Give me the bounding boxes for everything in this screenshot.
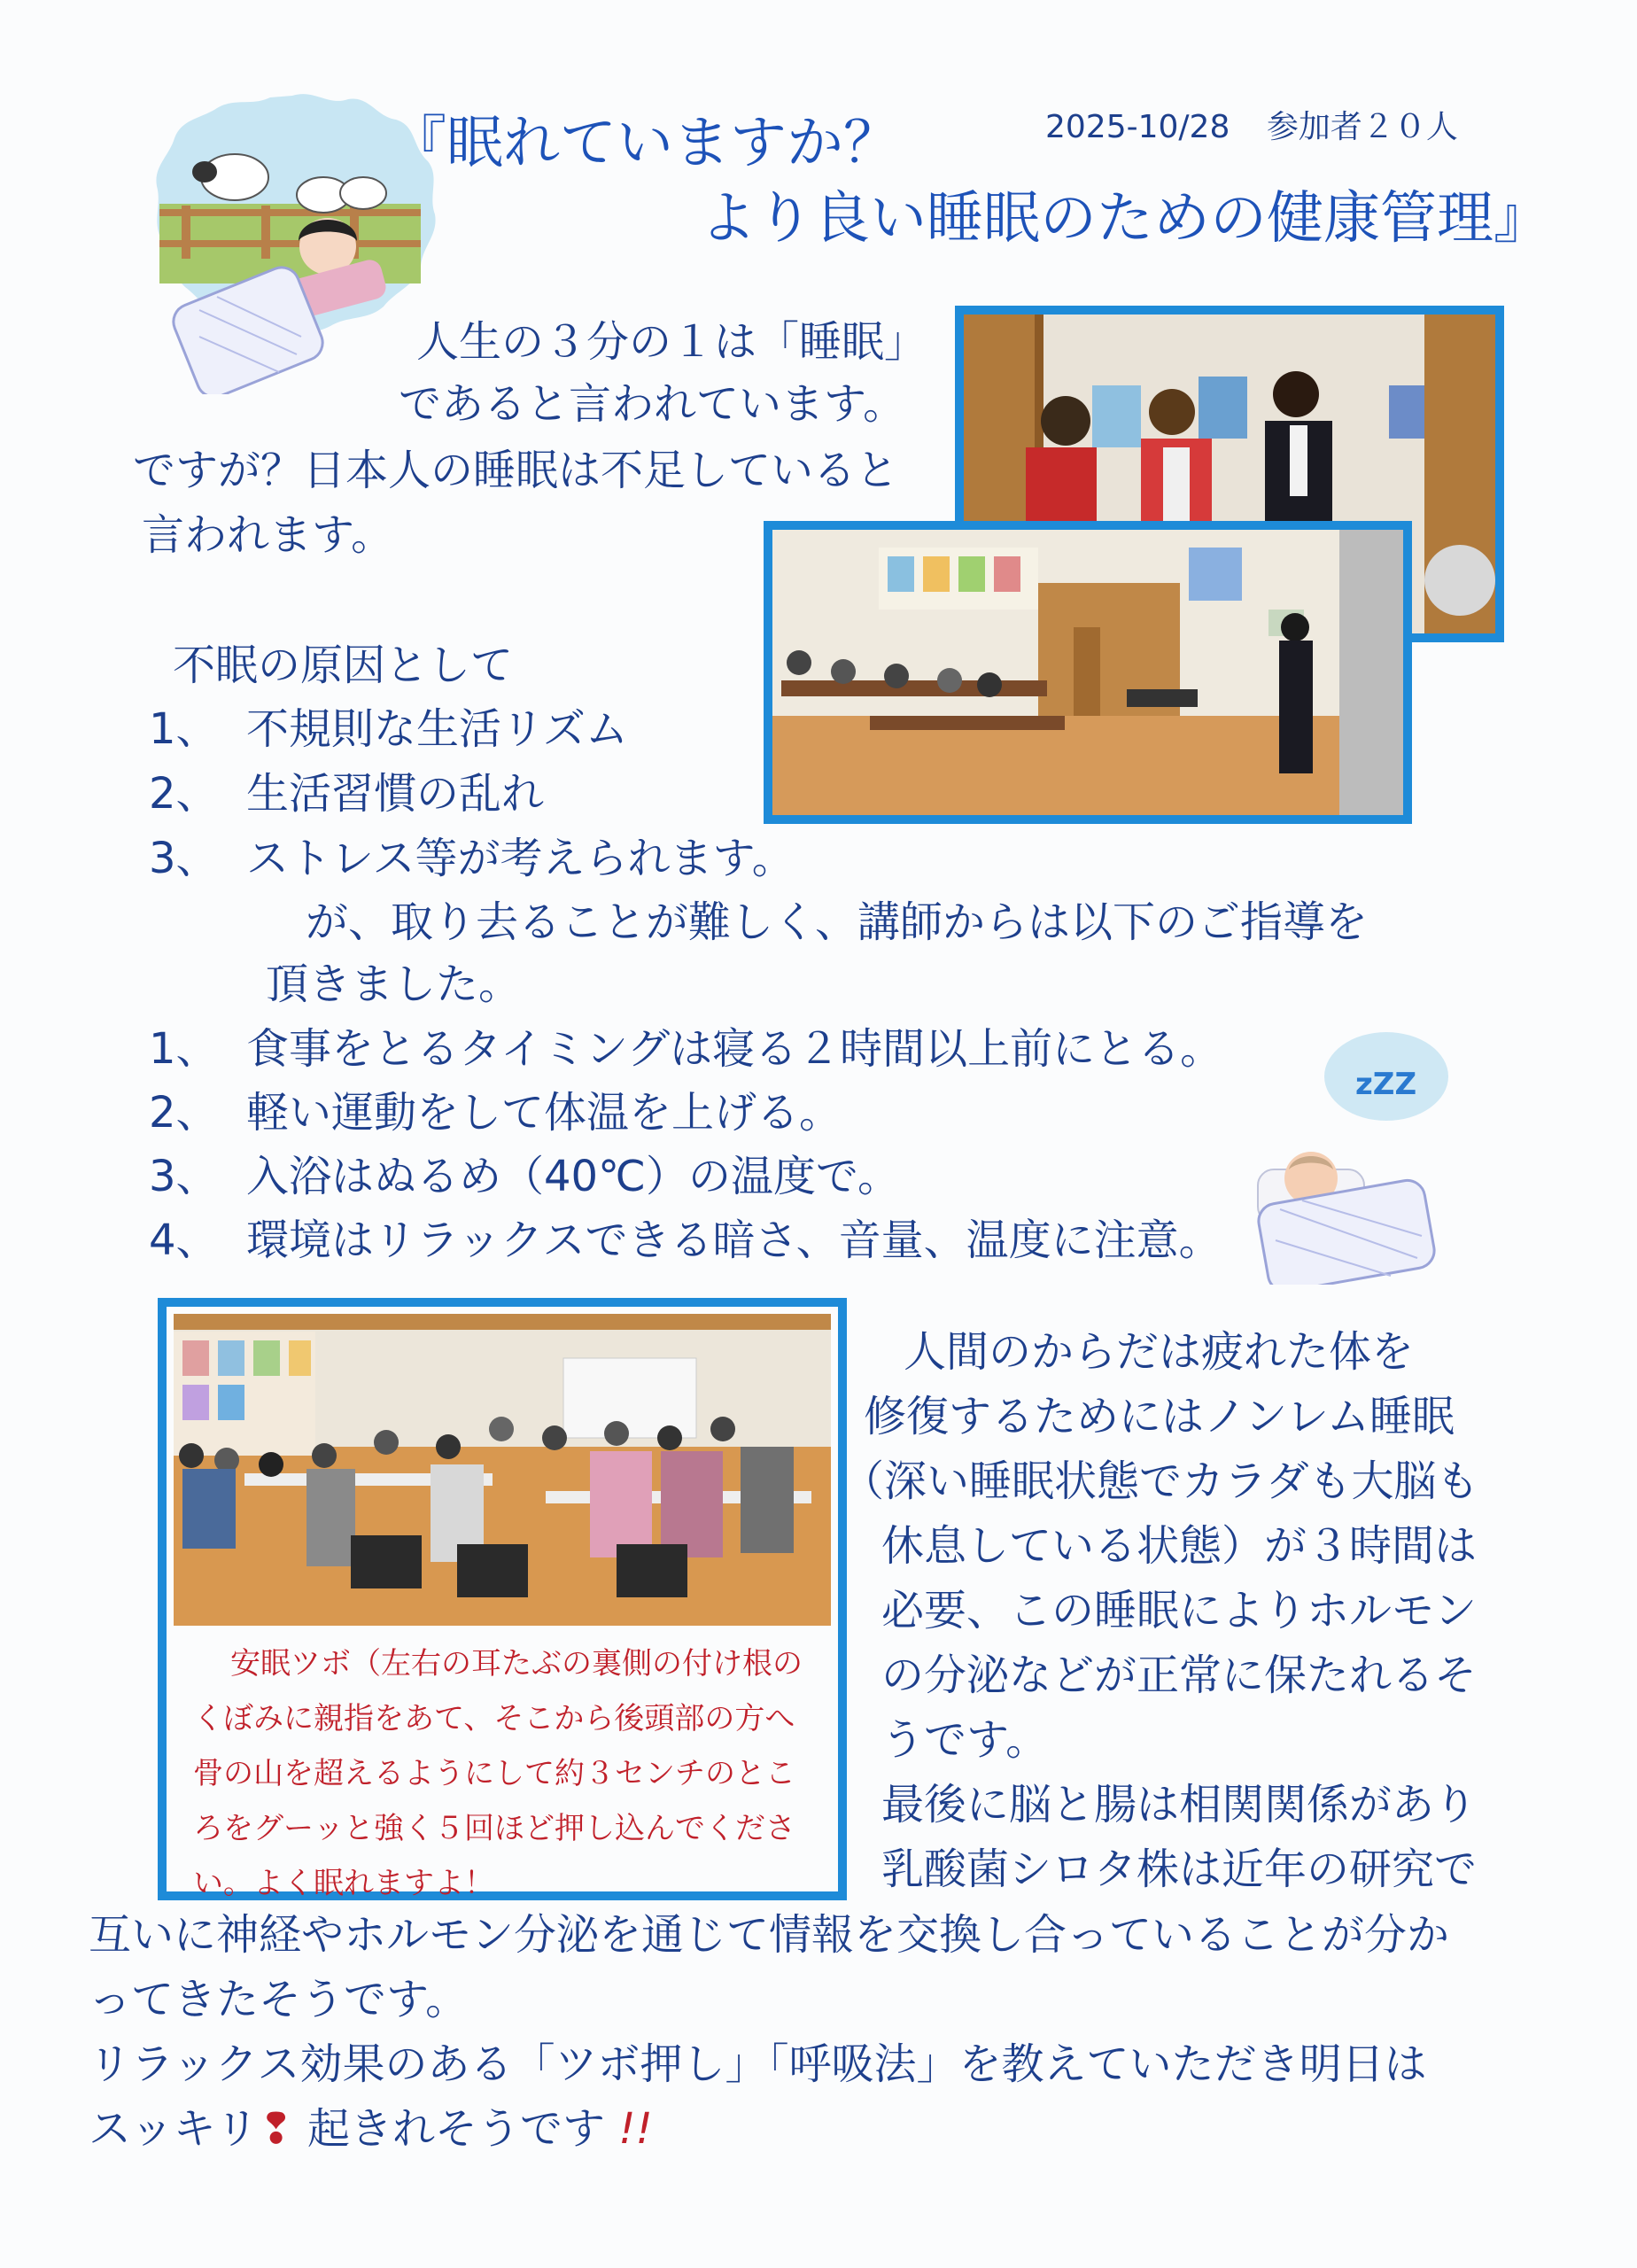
lecture-hall-photo: [764, 521, 1412, 824]
advice-item-1: [149, 1017, 1223, 1081]
intro-line4: 言われます。: [142, 510, 394, 560]
page-title-line2: より良い睡眠のための健康管理』: [700, 186, 1550, 252]
advice-item-4: [149, 1208, 1222, 1272]
double-exclamation: !!: [618, 2104, 653, 2154]
exercise-photo: [174, 1314, 831, 1626]
body-line3: （深い睡眠状態でカラダも大脳も: [842, 1456, 1479, 1506]
body-line9: 乳酸菌シロタ株は近年の研究で: [881, 1845, 1478, 1894]
advice-text: 環境はリラックスできる暗さ、音量、温度に注意。: [246, 1216, 1222, 1265]
advice-number: 3、: [149, 1152, 219, 1201]
closing-line2: ってきたそうです。: [89, 1975, 469, 2024]
advice-text: 軽い運動をして体温を上げる。: [246, 1088, 842, 1138]
closing-line3: リラックス効果のある「ツボ押し」「呼吸法」を教えていただき明日は: [89, 2039, 1427, 2089]
cause-item-2: [149, 762, 545, 826]
cause-item-1: [149, 697, 629, 761]
zzz-mark: zZZ: [1355, 1067, 1417, 1102]
closing-line1: 互いに神経やホルモン分泌を通じて情報を交換し合っていることが分か: [89, 1910, 1450, 1960]
advice-text: 食事をとるタイミングは寝る２時間以上前にとる。: [246, 1024, 1223, 1074]
closing-line4: [89, 2097, 653, 2161]
intro-line2: であると言われています。: [399, 379, 906, 429]
exclamation-mark: ❢: [258, 2104, 294, 2154]
body-line1: 人間のからだは疲れた体を: [904, 1327, 1415, 1377]
caption-line3: 骨の山を超えるようにして約３センチのとこ: [193, 1756, 795, 1791]
body-line7: うです。: [881, 1715, 1049, 1765]
acupoint-caption: [193, 1636, 803, 1911]
advice-text: 入浴はぬるめ（40℃）の温度で。: [246, 1152, 901, 1201]
causes-heading: 不眠の原因として: [173, 641, 514, 690]
event-date: 2025-10/28: [1045, 109, 1230, 145]
body-line4: 休息している状態）が３時間は: [881, 1521, 1478, 1571]
advice-number: 4、: [149, 1216, 219, 1265]
event-meta: [1045, 102, 1458, 147]
closing-text-a: スッキリ: [89, 2104, 259, 2154]
causes-note-line2: 頂きました。: [266, 959, 522, 1009]
cause-number: 3、: [149, 834, 219, 883]
sleeping-baby-illustration: [1240, 1019, 1453, 1285]
advice-number: 2、: [149, 1088, 219, 1138]
caption-line4: ろをグーッと強く５回ほど押し込んでくださ: [193, 1811, 795, 1846]
cause-text: 不規則な生活リズム: [246, 704, 629, 754]
intro-line1: 人生の３分の１は「睡眠」: [416, 317, 927, 367]
caption-line1: 安眠ツボ（左右の耳たぶの裏側の付け根の: [230, 1646, 803, 1682]
advice-item-3: [149, 1145, 901, 1208]
participant-count: 参加者２０人: [1266, 109, 1458, 145]
caption-line5: い。よく眠れますよ！: [193, 1866, 494, 1901]
cause-number: 1、: [149, 704, 219, 754]
cause-text: 生活習慣の乱れ: [246, 769, 545, 819]
body-line8: 最後に脳と腸は相関関係があり: [881, 1780, 1478, 1829]
caption-line2: くぼみに親指をあて、そこから後頭部の方へ: [193, 1701, 795, 1736]
closing-text-b: 起きれそうです: [307, 2104, 606, 2154]
cause-number: 2、: [149, 769, 219, 819]
page-title-line1: 『眠れていますか？: [390, 111, 900, 176]
body-line6: の分泌などが正常に保たれるそ: [881, 1651, 1478, 1700]
advice-item-2: [149, 1081, 842, 1145]
body-line2: 修復するためにはノンレム睡眠: [864, 1392, 1455, 1441]
intro-line3: ですが？日本人の睡眠は不足していると: [133, 446, 899, 495]
exercise-photo-card: [158, 1298, 847, 1900]
advice-number: 1、: [149, 1024, 219, 1074]
cause-item-3: [149, 827, 795, 890]
cause-text: ストレス等が考えられます。: [246, 834, 795, 883]
body-line5: 必要、この睡眠によりホルモン: [881, 1586, 1478, 1635]
causes-note-line1: が、取り去ることが難しく、講師からは以下のご指導を: [306, 897, 1369, 947]
